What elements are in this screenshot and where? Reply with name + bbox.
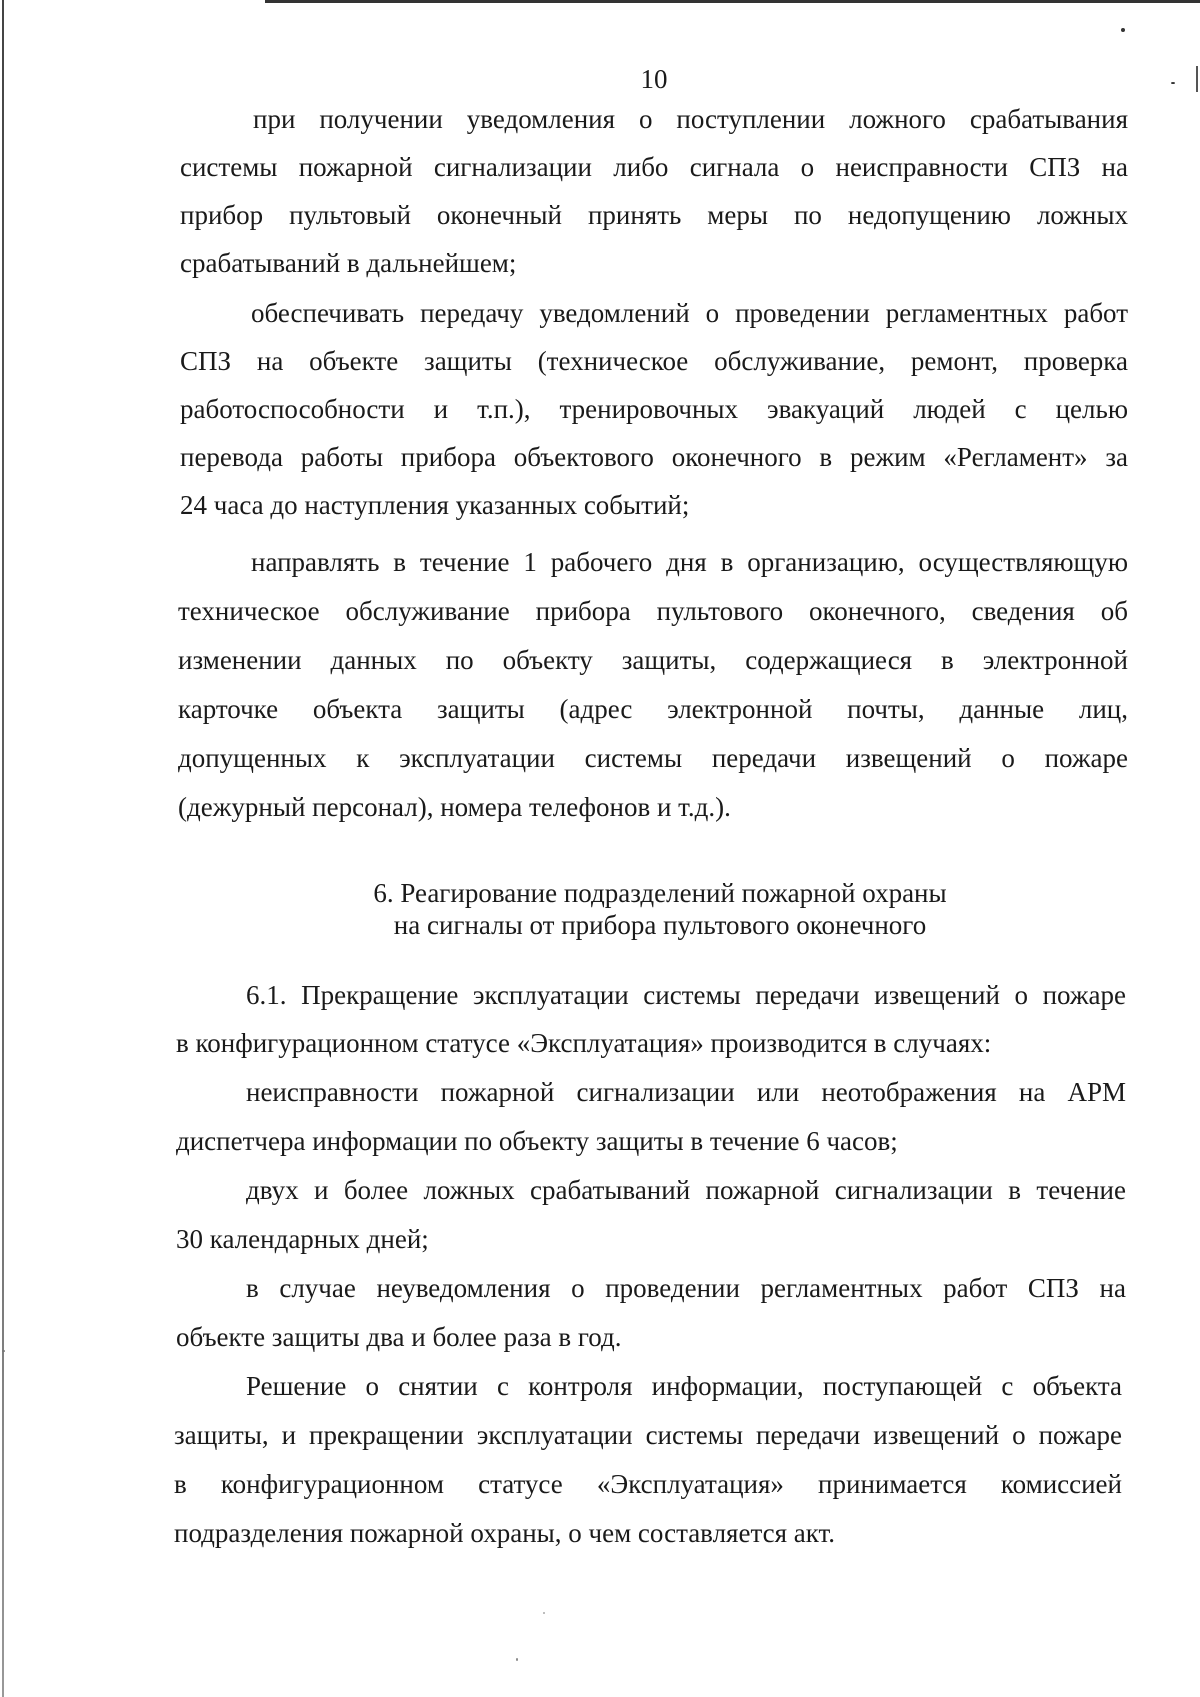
text-line: работоспособности и т.п.), тренировочных эвакуаций людей с целью xyxy=(180,394,1128,424)
text-line: направлять в течение 1 рабочего дня в организацию, осуществляющую xyxy=(251,547,1128,577)
text-line: диспетчера информации по объекту защиты в течение 6 часов; xyxy=(176,1126,898,1156)
text-line: в конфигурационном статусе «Эксплуатация» принимается комиссией xyxy=(174,1469,1122,1499)
text-line: прибор пультовый оконечный принять меры по недопущению ложных xyxy=(180,200,1128,230)
scan-speck xyxy=(1121,28,1125,32)
scan-speck xyxy=(543,1612,545,1614)
text-line: Решение о снятии с контроля информации, поступающей с объекта xyxy=(246,1371,1122,1401)
text-line: 24 часа до наступления указанных событий; xyxy=(180,490,690,520)
text-line: карточке объекта защиты (адрес электронной почты, данные лиц, xyxy=(178,694,1128,724)
text-line: срабатываний в дальнейшем; xyxy=(180,248,517,278)
text-line: допущенных к эксплуатации системы передачи извещений о пожаре xyxy=(178,743,1128,773)
text-line: подразделения пожарной охраны, о чем составляется акт. xyxy=(174,1518,835,1548)
section-heading: на сигналы от прибора пультового оконечного xyxy=(393,910,927,940)
scan-speck xyxy=(516,1658,518,1661)
scan-left-edge xyxy=(2,0,4,1697)
text-line: системы пожарной сигнализации либо сигнала о неисправности СПЗ на xyxy=(180,152,1128,182)
text-line: объекте защиты два и более раза в год. xyxy=(176,1322,622,1352)
text-line: 6.1. Прекращение эксплуатации системы передачи извещений о пожаре xyxy=(246,980,1126,1010)
text-line: при получении уведомления о поступлении ложного срабатывания xyxy=(253,104,1128,134)
text-line: изменении данных по объекту защиты, содержащиеся в электронной xyxy=(178,645,1128,675)
text-line: неисправности пожарной сигнализации или неотображения на АРМ xyxy=(246,1077,1126,1107)
text-line: в случае неуведомления о проведении регламентных работ СПЗ на xyxy=(246,1273,1126,1303)
text-line: защиты, и прекращении эксплуатации системы передачи извещений о пожаре xyxy=(174,1420,1122,1450)
text-line: техническое обслуживание прибора пультового оконечного, сведения об xyxy=(178,596,1128,626)
text-line: перевода работы прибора объектового оконечного в режим «Регламент» за xyxy=(180,442,1128,472)
scan-top-rule xyxy=(265,0,1200,3)
text-line: обеспечивать передачу уведомлений о проведении регламентных работ xyxy=(251,298,1128,328)
text-line: в конфигурационном статусе «Эксплуатация» производится в случаях: xyxy=(176,1028,992,1058)
scan-speck xyxy=(2,1350,5,1352)
text-line: двух и более ложных срабатываний пожарной сигнализации в течение xyxy=(246,1175,1126,1205)
text-line: (дежурный персонал), номера телефонов и т.д.). xyxy=(178,792,731,822)
text-line: СПЗ на объекте защиты (техническое обслуживание, ремонт, проверка xyxy=(180,346,1128,376)
section-heading: 6. Реагирование подразделений пожарной охраны xyxy=(373,878,947,908)
page-number: 10 xyxy=(640,64,668,94)
text-line: 30 календарных дней; xyxy=(176,1224,429,1254)
